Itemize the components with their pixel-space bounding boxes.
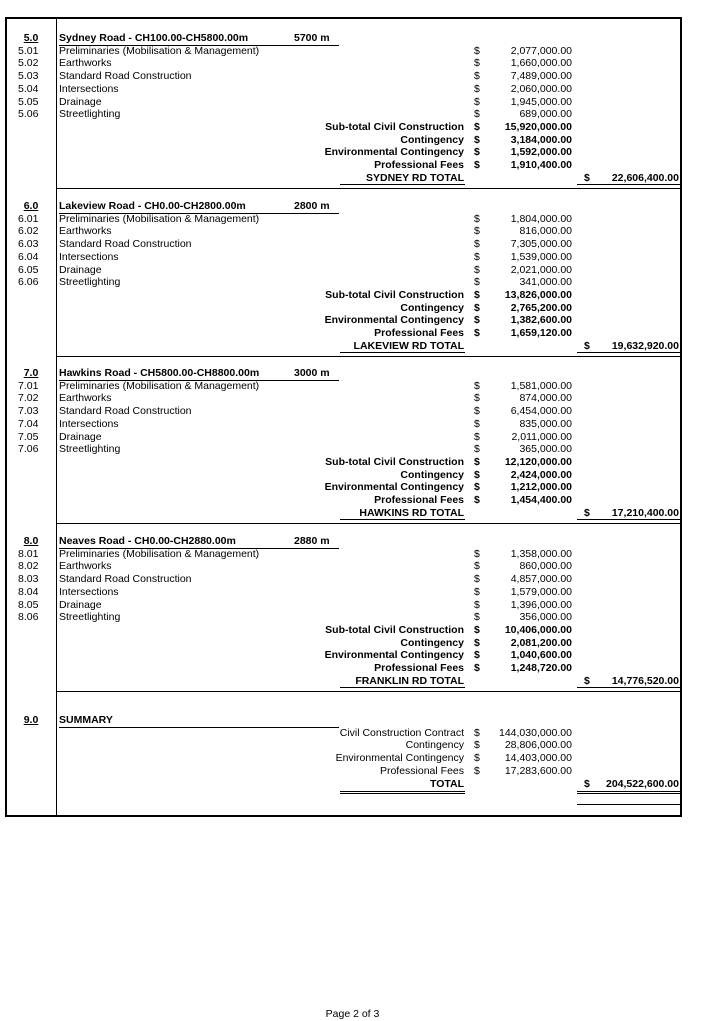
subtotal-amount: 3,184,000.00 <box>510 133 572 146</box>
currency-symbol: $ <box>474 623 480 636</box>
line-item <box>0 573 705 586</box>
section-separator <box>56 188 682 189</box>
item-code: 8.01 <box>18 547 39 560</box>
subtotal-amount: 1,659,120.00 <box>510 327 572 339</box>
line-item <box>0 418 705 431</box>
summary-title: SUMMARY <box>59 714 339 728</box>
summary-row <box>0 765 705 778</box>
currency-symbol: $ <box>474 468 480 481</box>
line-item <box>0 431 705 444</box>
subtotal-amount: 2,424,000.00 <box>510 468 572 481</box>
currency-symbol: $ <box>474 585 480 598</box>
item-amount: 874,000.00 <box>519 392 572 405</box>
line-item <box>0 57 705 70</box>
section-total-label: SYDNEY RD TOTAL <box>365 171 464 184</box>
subtotal-label: Professional Fees <box>374 662 464 674</box>
section-title: Lakeview Road - CH0.00-CH2800.00m <box>59 200 339 214</box>
subtotal-amount: 1,212,000.00 <box>510 481 572 494</box>
item-description: Intersections <box>59 250 119 263</box>
line-item <box>0 599 705 612</box>
item-code: 8.02 <box>18 560 39 573</box>
currency-symbol: $ <box>474 443 480 456</box>
subtotal-label: Sub-total Civil Construction <box>325 120 464 133</box>
subtotal-amount: 10,406,000.00 <box>504 623 572 636</box>
subtotal-label: Environmental Contingency <box>324 146 464 159</box>
subtotal-amount: 2,765,200.00 <box>510 301 572 314</box>
item-description: Streetlighting <box>59 443 121 456</box>
summary-row <box>0 752 705 765</box>
summary-total-label: TOTAL <box>429 777 464 790</box>
currency-symbol: $ <box>474 159 480 171</box>
subtotal-amount: 1,382,600.00 <box>510 314 572 327</box>
section-length: 2880 m <box>294 535 330 547</box>
currency-symbol: $ <box>584 339 590 352</box>
item-amount: 365,000.00 <box>519 443 572 456</box>
currency-symbol: $ <box>474 288 480 301</box>
currency-symbol: $ <box>474 430 480 443</box>
item-description: Standard Road Construction <box>59 238 192 251</box>
currency-symbol: $ <box>474 225 480 238</box>
subtotal-row <box>0 649 705 662</box>
section-separator <box>56 523 682 524</box>
grand-underline <box>577 519 682 520</box>
item-code: 6.02 <box>18 225 39 238</box>
summary-bottom-line <box>577 804 682 805</box>
item-amount: 1,358,000.00 <box>510 547 572 560</box>
subtotal-label: Sub-total Civil Construction <box>325 455 464 468</box>
currency-symbol: $ <box>474 57 480 70</box>
summary-amount: 144,030,000.00 <box>499 726 572 739</box>
summary-label: Contingency <box>405 739 464 752</box>
currency-symbol: $ <box>474 276 480 289</box>
item-code: 8.05 <box>18 598 39 611</box>
currency-symbol: $ <box>474 598 480 611</box>
currency-symbol: $ <box>474 392 480 405</box>
currency-symbol: $ <box>474 212 480 225</box>
subtotal-row <box>0 302 705 315</box>
currency-symbol: $ <box>474 120 480 133</box>
currency-symbol: $ <box>474 455 480 468</box>
subtotal-label: Sub-total Civil Construction <box>325 288 464 301</box>
line-item <box>0 108 705 121</box>
currency-symbol: $ <box>474 417 480 430</box>
currency-symbol: $ <box>474 662 480 674</box>
line-item <box>0 443 705 456</box>
currency-symbol: $ <box>474 560 480 573</box>
section-total-row <box>0 340 705 353</box>
item-description: Intersections <box>59 82 119 95</box>
summary-total-row <box>0 778 705 791</box>
line-item <box>0 83 705 96</box>
item-code: 5.03 <box>18 70 39 83</box>
section-total-amount: 22,606,400.00 <box>611 171 679 184</box>
item-code: 7.01 <box>18 379 39 392</box>
item-amount: 835,000.00 <box>519 417 572 430</box>
item-amount: 2,077,000.00 <box>510 44 572 57</box>
item-description: Drainage <box>59 430 102 443</box>
section-number: 8.0 <box>23 535 39 547</box>
section-total-amount: 14,776,520.00 <box>611 674 679 687</box>
currency-symbol: $ <box>474 481 480 494</box>
subtotal-amount: 1,910,400.00 <box>510 159 572 171</box>
item-code: 5.06 <box>18 108 39 121</box>
item-code: 5.05 <box>18 95 39 108</box>
item-description: Earthworks <box>59 560 112 573</box>
item-amount: 860,000.00 <box>519 560 572 573</box>
section-header <box>0 367 705 380</box>
item-amount: 2,060,000.00 <box>510 82 572 95</box>
subtotal-row <box>0 456 705 469</box>
section-total-row <box>0 172 705 185</box>
subtotal-label: Contingency <box>400 468 464 481</box>
subtotal-label: Professional Fees <box>374 494 464 506</box>
item-description: Drainage <box>59 598 102 611</box>
item-description: Intersections <box>59 585 119 598</box>
subtotal-row <box>0 662 705 675</box>
line-item <box>0 225 705 238</box>
item-code: 8.03 <box>18 573 39 586</box>
item-description: Streetlighting <box>59 276 121 289</box>
section-title: Neaves Road - CH0.00-CH2880.00m <box>59 535 339 549</box>
subtotal-row <box>0 624 705 637</box>
grand-underline <box>577 184 682 185</box>
subtotal-amount: 1,248,720.00 <box>510 662 572 674</box>
summary-label: Civil Construction Contract <box>339 726 464 739</box>
item-description: Streetlighting <box>59 611 121 624</box>
summary-double-underline <box>577 791 682 794</box>
item-code: 6.04 <box>18 250 39 263</box>
line-item <box>0 70 705 83</box>
currency-symbol: $ <box>474 108 480 121</box>
currency-symbol: $ <box>474 133 480 146</box>
summary-double-underline <box>340 791 465 794</box>
subtotal-amount: 1,040,600.00 <box>510 649 572 662</box>
item-description: Preliminaries (Mobilisation & Management) <box>59 212 260 225</box>
item-code: 5.04 <box>18 82 39 95</box>
summary-label: Environmental Contingency <box>335 752 464 765</box>
subtotal-row <box>0 159 705 172</box>
currency-symbol: $ <box>474 573 480 586</box>
subtotal-label: Professional Fees <box>374 159 464 171</box>
subtotal-label: Sub-total Civil Construction <box>325 623 464 636</box>
currency-symbol: $ <box>474 95 480 108</box>
item-amount: 1,579,000.00 <box>510 585 572 598</box>
section-length: 2800 m <box>294 200 330 212</box>
currency-symbol: $ <box>584 506 590 519</box>
item-code: 6.06 <box>18 276 39 289</box>
summary-header <box>0 714 705 727</box>
item-description: Preliminaries (Mobilisation & Management) <box>59 379 260 392</box>
summary-row <box>0 739 705 752</box>
item-description: Preliminaries (Mobilisation & Management) <box>59 547 260 560</box>
section-total-label: FRANKLIN RD TOTAL <box>355 674 464 687</box>
item-description: Preliminaries (Mobilisation & Management) <box>59 44 260 57</box>
line-item <box>0 45 705 58</box>
subtotal-row <box>0 134 705 147</box>
item-code: 5.02 <box>18 57 39 70</box>
section-title: Hawkins Road - CH5800.00-CH8800.00m <box>59 367 339 381</box>
total-underline <box>340 519 465 520</box>
item-amount: 356,000.00 <box>519 611 572 624</box>
subtotal-row <box>0 289 705 302</box>
section-number: 7.0 <box>23 367 39 379</box>
line-item <box>0 548 705 561</box>
subtotal-label: Environmental Contingency <box>324 314 464 327</box>
summary-amount: 28,806,000.00 <box>504 739 572 752</box>
currency-symbol: $ <box>474 301 480 314</box>
item-amount: 816,000.00 <box>519 225 572 238</box>
currency-symbol: $ <box>474 649 480 662</box>
currency-symbol: $ <box>474 44 480 57</box>
item-description: Drainage <box>59 263 102 276</box>
item-description: Drainage <box>59 95 102 108</box>
currency-symbol: $ <box>474 263 480 276</box>
page-footer: Page 2 of 3 <box>325 1008 380 1020</box>
total-underline <box>340 184 465 185</box>
summary-number: 9.0 <box>23 714 39 726</box>
currency-symbol: $ <box>474 314 480 327</box>
grand-underline <box>577 352 682 353</box>
total-underline <box>340 352 465 353</box>
subtotal-amount: 2,081,200.00 <box>510 636 572 649</box>
section-separator <box>56 691 682 692</box>
item-amount: 1,804,000.00 <box>510 212 572 225</box>
currency-symbol: $ <box>474 726 480 739</box>
item-description: Standard Road Construction <box>59 573 192 586</box>
subtotal-label: Professional Fees <box>374 327 464 339</box>
subtotal-row <box>0 314 705 327</box>
line-item <box>0 560 705 573</box>
currency-symbol: $ <box>474 494 480 506</box>
item-amount: 7,305,000.00 <box>510 238 572 251</box>
section-length: 3000 m <box>294 367 330 379</box>
subtotal-row <box>0 121 705 134</box>
item-description: Standard Road Construction <box>59 70 192 83</box>
section-total-amount: 19,632,920.00 <box>611 339 679 352</box>
line-item <box>0 276 705 289</box>
line-item <box>0 238 705 251</box>
item-amount: 6,454,000.00 <box>510 405 572 418</box>
item-code: 6.05 <box>18 263 39 276</box>
line-item <box>0 611 705 624</box>
line-item <box>0 380 705 393</box>
currency-symbol: $ <box>474 547 480 560</box>
section-total-label: LAKEVIEW RD TOTAL <box>353 339 464 352</box>
total-underline <box>340 687 465 688</box>
item-amount: 7,489,000.00 <box>510 70 572 83</box>
subtotal-row <box>0 327 705 340</box>
section-header <box>0 200 705 213</box>
line-item <box>0 586 705 599</box>
subtotal-label: Contingency <box>400 636 464 649</box>
currency-symbol: $ <box>474 82 480 95</box>
line-item <box>0 96 705 109</box>
currency-symbol: $ <box>474 250 480 263</box>
item-code: 6.03 <box>18 238 39 251</box>
line-item <box>0 405 705 418</box>
currency-symbol: $ <box>474 70 480 83</box>
currency-symbol: $ <box>474 764 480 777</box>
currency-symbol: $ <box>474 611 480 624</box>
summary-total-amount: 204,522,600.00 <box>606 777 679 790</box>
item-code: 5.01 <box>18 44 39 57</box>
item-amount: 1,945,000.00 <box>510 95 572 108</box>
item-amount: 1,660,000.00 <box>510 57 572 70</box>
item-code: 7.05 <box>18 430 39 443</box>
subtotal-label: Contingency <box>400 301 464 314</box>
item-description: Intersections <box>59 417 119 430</box>
section-header <box>0 32 705 45</box>
currency-symbol: $ <box>584 777 590 790</box>
item-code: 7.06 <box>18 443 39 456</box>
section-separator <box>56 356 682 357</box>
section-total-row <box>0 507 705 520</box>
currency-symbol: $ <box>584 674 590 687</box>
currency-symbol: $ <box>474 636 480 649</box>
line-item <box>0 251 705 264</box>
item-code: 7.02 <box>18 392 39 405</box>
item-code: 7.04 <box>18 417 39 430</box>
line-item <box>0 392 705 405</box>
grand-underline <box>577 687 682 688</box>
currency-symbol: $ <box>584 171 590 184</box>
line-item <box>0 264 705 277</box>
section-total-amount: 17,210,400.00 <box>611 506 679 519</box>
currency-symbol: $ <box>474 379 480 392</box>
item-amount: 341,000.00 <box>519 276 572 289</box>
summary-row <box>0 727 705 740</box>
item-amount: 1,581,000.00 <box>510 379 572 392</box>
section-length: 5700 m <box>294 32 330 44</box>
section-number: 5.0 <box>23 32 39 44</box>
item-code: 6.01 <box>18 212 39 225</box>
subtotal-amount: 1,454,400.00 <box>510 494 572 506</box>
section-header <box>0 535 705 548</box>
subtotal-amount: 15,920,000.00 <box>504 120 572 133</box>
currency-symbol: $ <box>474 405 480 418</box>
item-amount: 2,011,000.00 <box>511 430 572 443</box>
currency-symbol: $ <box>474 238 480 251</box>
subtotal-amount: 12,120,000.00 <box>504 455 572 468</box>
item-description: Streetlighting <box>59 108 121 121</box>
currency-symbol: $ <box>474 146 480 159</box>
subtotal-label: Environmental Contingency <box>324 481 464 494</box>
subtotal-amount: 13,826,000.00 <box>504 288 572 301</box>
item-amount: 4,857,000.00 <box>510 573 572 586</box>
item-amount: 2,021,000.00 <box>510 263 572 276</box>
item-description: Earthworks <box>59 57 112 70</box>
item-code: 8.04 <box>18 585 39 598</box>
section-title: Sydney Road - CH100.00-CH5800.00m <box>59 32 339 46</box>
summary-amount: 17,283,600.00 <box>504 764 572 777</box>
section-total-row <box>0 675 705 688</box>
subtotal-label: Environmental Contingency <box>324 649 464 662</box>
currency-symbol: $ <box>474 752 480 765</box>
section-number: 6.0 <box>23 200 39 212</box>
summary-amount: 14,403,000.00 <box>504 752 572 765</box>
item-amount: 1,396,000.00 <box>510 598 572 611</box>
summary-label: Professional Fees <box>379 764 464 777</box>
item-amount: 1,539,000.00 <box>510 250 572 263</box>
subtotal-label: Contingency <box>400 133 464 146</box>
item-description: Earthworks <box>59 225 112 238</box>
subtotal-amount: 1,592,000.00 <box>510 146 572 159</box>
currency-symbol: $ <box>474 739 480 752</box>
subtotal-row <box>0 637 705 650</box>
subtotal-row <box>0 481 705 494</box>
item-description: Standard Road Construction <box>59 405 192 418</box>
item-description: Earthworks <box>59 392 112 405</box>
section-total-label: HAWKINS RD TOTAL <box>359 506 464 519</box>
subtotal-row <box>0 469 705 482</box>
item-amount: 689,000.00 <box>519 108 572 121</box>
currency-symbol: $ <box>474 327 480 339</box>
item-code: 7.03 <box>18 405 39 418</box>
item-code: 8.06 <box>18 611 39 624</box>
subtotal-row <box>0 494 705 507</box>
line-item <box>0 213 705 226</box>
subtotal-row <box>0 146 705 159</box>
